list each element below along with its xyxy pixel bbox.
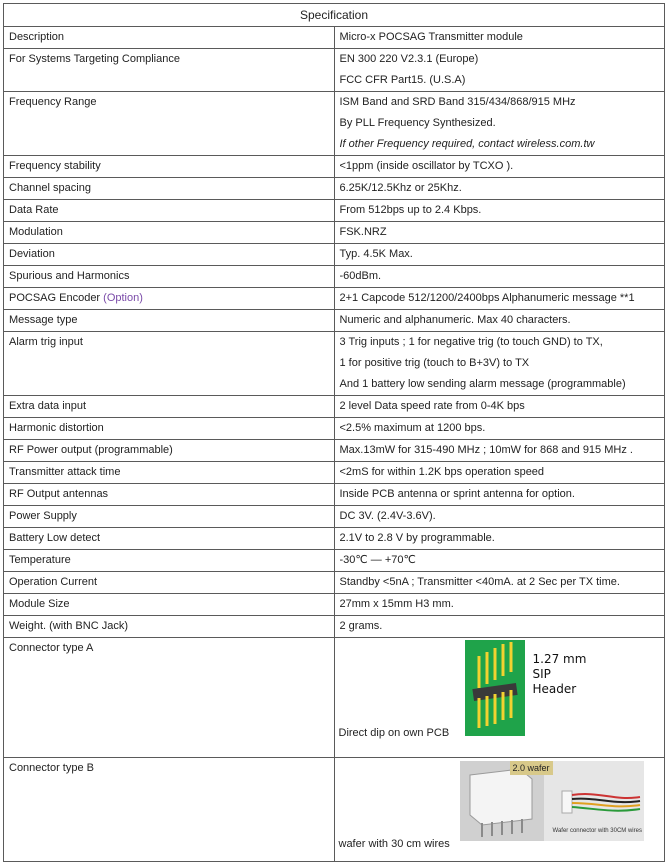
- spec-value: Standby <5nA ; Transmitter <40mA. at 2 Sec per TX time.: [334, 572, 665, 594]
- spec-value: ISM Band and SRD Band 315/434/868/915 MHz By PLL Frequency Synthesized. If other Frequency required, contact wireless.com.tw: [334, 92, 665, 156]
- table-row: [4, 92, 665, 156]
- spec-value: 27mm x 15mm H3 mm.: [334, 594, 665, 616]
- spec-label: Weight. (with BNC Jack): [4, 616, 335, 638]
- table-row: [4, 49, 665, 92]
- spec-label: Module Size: [4, 594, 335, 616]
- spec-label: POCSAG Encoder (Option): [4, 288, 335, 310]
- table-row: [4, 572, 665, 594]
- spec-label: Operation Current: [4, 572, 335, 594]
- spec-label: Harmonic distortion: [4, 418, 335, 440]
- connector-b-row: [4, 758, 665, 862]
- spec-value: 6.25K/12.5Khz or 25Khz.: [334, 178, 665, 200]
- spec-value: Inside PCB antenna or sprint antenna for option.: [334, 484, 665, 506]
- spec-label: Frequency stability: [4, 156, 335, 178]
- spec-label: Frequency Range: [4, 92, 335, 156]
- connector-b-cell: [334, 758, 665, 862]
- connector-b-text: wafer with 30 cm wires: [338, 838, 450, 850]
- spec-value: Typ. 4.5K Max.: [334, 244, 665, 266]
- table-row: [4, 396, 665, 418]
- table-row: [4, 550, 665, 572]
- spec-value: 2+1 Capcode 512/1200/2400bps Alphanumeric message **1: [334, 288, 665, 310]
- table-row: [4, 222, 665, 244]
- table-row: [4, 616, 665, 638]
- spec-value: Micro-x POCSAG Transmitter module: [334, 27, 665, 49]
- spec-label: For Systems Targeting Compliance: [4, 49, 335, 92]
- table-header-row: [4, 4, 665, 27]
- table-row: [4, 200, 665, 222]
- table-row: [4, 156, 665, 178]
- connector-a-label: Connector type A: [4, 638, 335, 758]
- spec-label: Deviation: [4, 244, 335, 266]
- spec-value: From 512bps up to 2.4 Kbps.: [334, 200, 665, 222]
- spec-value: 3 Trig inputs ; 1 for negative trig (to touch GND) to TX, 1 for positive trig (touch to B+3V) to TX And 1 battery low sending alarm message (programmable): [334, 332, 665, 396]
- table-row: [4, 506, 665, 528]
- table-row: [4, 528, 665, 550]
- spec-value: -60dBm.: [334, 266, 665, 288]
- spec-label: Alarm trig input: [4, 332, 335, 396]
- table-row: [4, 418, 665, 440]
- spec-value: DC 3V. (2.4V-3.6V).: [334, 506, 665, 528]
- spec-label: Channel spacing: [4, 178, 335, 200]
- spec-label: Power Supply: [4, 506, 335, 528]
- spec-label: RF Output antennas: [4, 484, 335, 506]
- spec-value: -30℃ — +70℃: [334, 550, 665, 572]
- table-row: [4, 244, 665, 266]
- sip-header-caption: 1.27 mm SIP Header: [532, 652, 587, 696]
- spec-value: 2 level Data speed rate from 0-4K bps: [334, 396, 665, 418]
- spec-value: EN 300 220 V2.3.1 (Europe) FCC CFR Part15. (U.S.A): [334, 49, 665, 92]
- spec-label: Description: [4, 27, 335, 49]
- sip-header-icon: [465, 640, 525, 736]
- option-tag: (Option): [103, 292, 143, 304]
- spec-value: <1ppm (inside oscillator by TCXO ).: [334, 156, 665, 178]
- table-row: [4, 178, 665, 200]
- sip-header-image: [465, 640, 525, 736]
- specification-table: [3, 3, 665, 862]
- spec-label: Extra data input: [4, 396, 335, 418]
- table-row: [4, 310, 665, 332]
- wafer-image-label: 2.0 wafer: [510, 761, 553, 775]
- table-row: [4, 266, 665, 288]
- spec-value: 2 grams.: [334, 616, 665, 638]
- table-row: [4, 440, 665, 462]
- spec-label: Battery Low detect: [4, 528, 335, 550]
- spec-value: FSK.NRZ: [334, 222, 665, 244]
- table-row: [4, 288, 665, 310]
- spec-value: <2.5% maximum at 1200 bps.: [334, 418, 665, 440]
- spec-label: RF Power output (programmable): [4, 440, 335, 462]
- spec-label: Data Rate: [4, 200, 335, 222]
- connector-a-row: [4, 638, 665, 758]
- connector-b-label: Connector type B: [4, 758, 335, 862]
- spec-value: Max.13mW for 315-490 MHz ; 10mW for 868 and 915 MHz .: [334, 440, 665, 462]
- table-title: Specification: [4, 4, 665, 27]
- spec-label: Message type: [4, 310, 335, 332]
- spec-label: Modulation: [4, 222, 335, 244]
- spec-value: <2mS for within 1.2K bps operation speed: [334, 462, 665, 484]
- wafer-image-caption: Wafer connector with 30CM wires: [552, 828, 642, 834]
- table-row: [4, 332, 665, 396]
- table-row: [4, 27, 665, 49]
- spec-value: 2.1V to 2.8 V by programmable.: [334, 528, 665, 550]
- spec-value: Numeric and alphanumeric. Max 40 characters.: [334, 310, 665, 332]
- spec-label: Temperature: [4, 550, 335, 572]
- table-row: [4, 594, 665, 616]
- table-row: [4, 462, 665, 484]
- connector-a-text: Direct dip on own PCB: [338, 727, 450, 739]
- table-row: [4, 484, 665, 506]
- connector-a-cell: [334, 638, 665, 758]
- spec-label: Spurious and Harmonics: [4, 266, 335, 288]
- spec-label: Transmitter attack time: [4, 462, 335, 484]
